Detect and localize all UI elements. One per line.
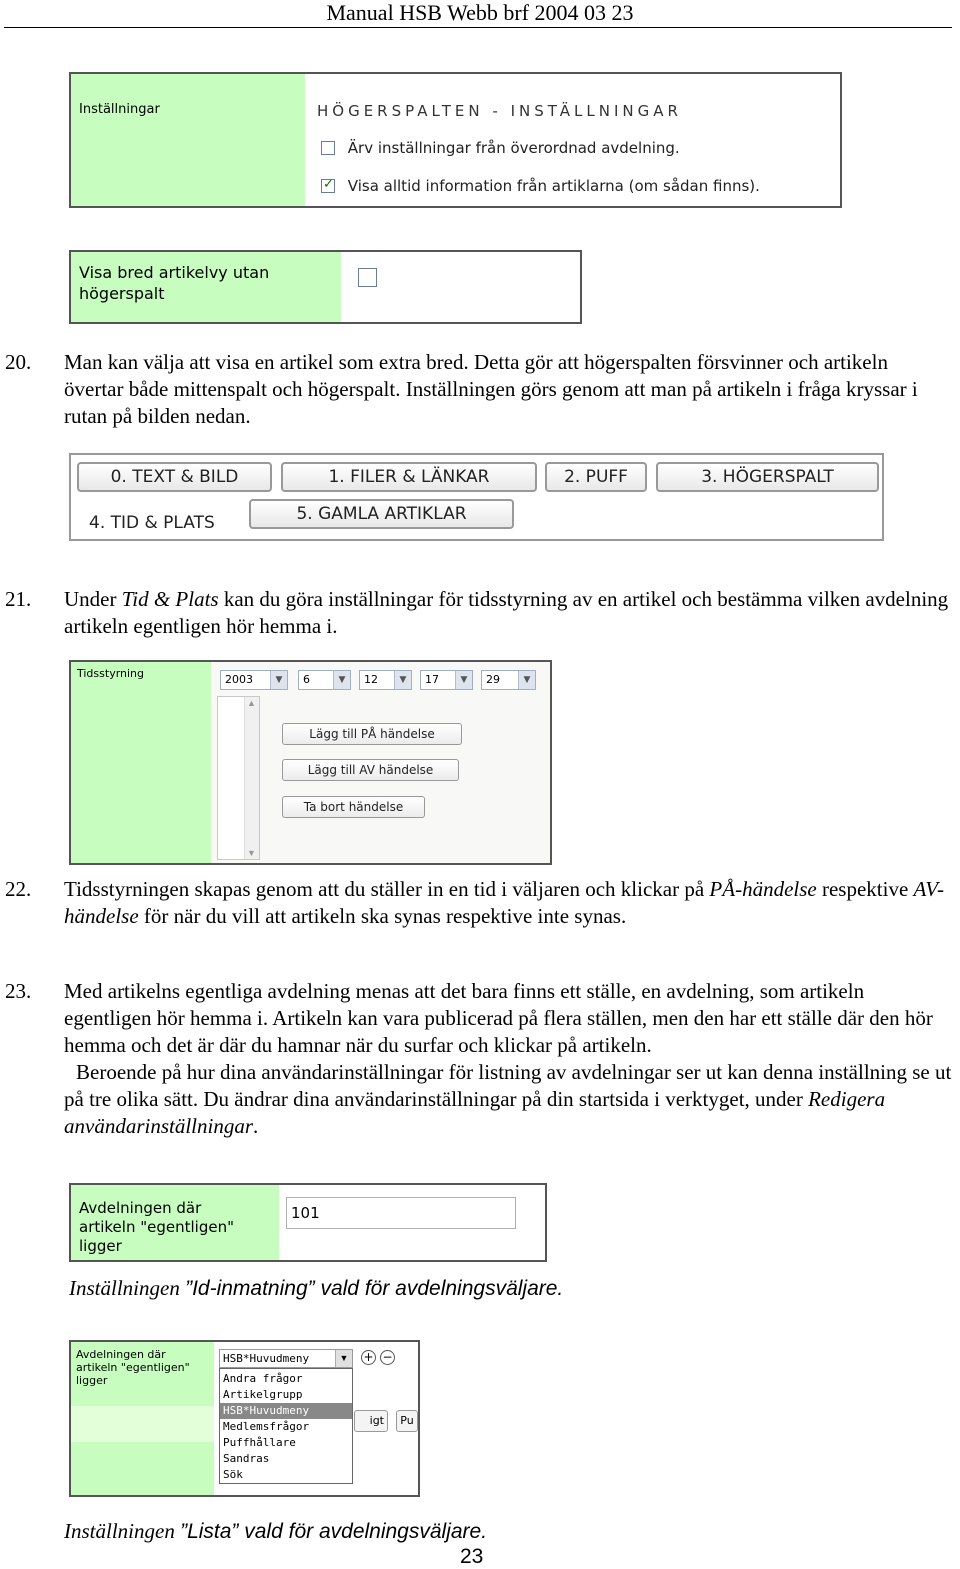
department-dropdown-list[interactable]	[219, 1368, 353, 1484]
checkbox-inherit[interactable]	[321, 141, 335, 155]
chevron-down-icon: ▼	[455, 671, 472, 689]
list-item[interactable]: Artikelgrupp	[223, 1388, 303, 1401]
paragraph-20	[0, 349, 960, 430]
time-content-area	[211, 662, 550, 863]
paragraph-21-em: Tid & Plats	[121, 587, 219, 611]
department-id-value: 101	[291, 1204, 320, 1222]
tab-puff[interactable]: 2. PUFF	[545, 462, 647, 492]
header-rule	[4, 27, 952, 28]
list-label-line2: artikeln "egentligen"	[76, 1361, 190, 1374]
id-label-line2: artikeln "egentligen"	[79, 1218, 234, 1236]
paragraph-23-text: Med artikelns egentliga avdelning menas att det bara finns ett ställe, en avdelning, som artikeln egentligen hör hemma i. Artikeln kan vara publicerad på flera ställen, men den har ett ställe där den hör hemma och det är där du hamnar när du surfar och klickar på artikeln.	[64, 979, 933, 1057]
remove-event-button[interactable]: Ta bort händelse	[282, 796, 425, 818]
listbox-scrollbar[interactable]	[244, 697, 259, 859]
paragraph-21-number: 21.	[5, 587, 32, 611]
department-select-value: HSB*Huvudmeny	[223, 1352, 310, 1365]
paragraph-20-text: Man kan välja att visa en artikel som extra bred. Detta gör att högerspalten försvinner och artikeln övertar både mittenspalt och högerspalt. Inställningen görs genom att man på artikeln i fråga kryssar i rutan på bilden nedan.	[64, 350, 918, 428]
paragraph-23-text2-pre: Beroende på hur dina användarinställningar för listning av avdelningar ser ut kan denna inställning se ut på tre olika sätt. Du ändrar dina användarinställningar på din startsida i verktyget, under	[64, 1060, 952, 1111]
minus-icon[interactable]: −	[380, 1350, 395, 1365]
checkbox-show-info[interactable]	[321, 179, 335, 193]
list-label-line1: Avdelningen där	[76, 1348, 166, 1361]
wide-article-panel	[69, 250, 582, 324]
id-label-column	[71, 1185, 279, 1260]
settings-panel-label-column	[71, 74, 305, 206]
list-item[interactable]: Andra frågor	[223, 1372, 303, 1385]
select-day-value: 12	[364, 673, 378, 686]
select-minute[interactable]	[481, 670, 536, 690]
page-header-title: Manual HSB Webb brf 2004 03 23	[326, 0, 634, 25]
behind-button-2-label: Pu	[400, 1414, 414, 1427]
chevron-down-icon[interactable]: ▼	[335, 1350, 352, 1367]
caption1-rest: ”Id-inmatning” vald för avdelningsväljare.	[185, 1277, 564, 1300]
paragraph-22-mid: respektive	[816, 877, 914, 901]
scroll-up-icon[interactable]: ▲	[247, 698, 256, 708]
select-minute-value: 29	[486, 673, 500, 686]
time-control-panel	[69, 660, 552, 865]
settings-panel	[69, 72, 842, 208]
list-label-column	[71, 1342, 214, 1495]
select-year-value: 2003	[225, 673, 253, 686]
wide-article-label-line2: högerspalt	[79, 284, 165, 303]
event-listbox[interactable]	[217, 696, 260, 860]
tabs-panel	[69, 453, 884, 541]
option-show-info[interactable]	[321, 176, 760, 195]
list-item[interactable]: Medlemsfrågor	[223, 1420, 310, 1433]
select-hour-value: 17	[425, 673, 439, 686]
chevron-down-icon: ▼	[518, 671, 535, 689]
paragraph-23-text2-post: .	[253, 1114, 259, 1138]
settings-label: Inställningar	[79, 102, 160, 117]
option-show-info-label: Visa alltid information från artiklarna (om sådan finns).	[347, 176, 760, 195]
id-label-line1: Avdelningen där	[79, 1199, 202, 1217]
paragraph-22-em1: PÅ-händelse	[709, 877, 817, 901]
behind-button-2[interactable]	[396, 1410, 418, 1432]
paragraph-22-number: 22.	[5, 877, 32, 901]
list-label-stripe	[71, 1406, 214, 1442]
behind-button-1[interactable]	[354, 1410, 388, 1432]
select-month[interactable]	[298, 670, 351, 690]
select-year[interactable]	[220, 670, 288, 690]
caption2-pre: Inställningen	[64, 1519, 181, 1543]
select-day[interactable]	[359, 670, 412, 690]
paragraph-21	[0, 586, 960, 640]
paragraph-22-post: för när du vill att artikeln ska synas respektive inte synas.	[138, 904, 627, 928]
page-number: 23	[460, 1545, 484, 1568]
caption2-rest: ”Lista” vald för avdelningsväljare.	[180, 1520, 488, 1543]
wide-article-label-column	[71, 252, 341, 322]
add-off-event-button[interactable]: Lägg till AV händelse	[282, 759, 459, 781]
paragraph-21-pre: Under	[64, 587, 122, 611]
chevron-down-icon: ▼	[333, 671, 350, 689]
paragraph-23-text2	[64, 1059, 952, 1140]
list-item-selected[interactable]: HSB*Huvudmeny	[220, 1403, 352, 1419]
tab-gamla-artiklar[interactable]: 5. GAMLA ARTIKLAR	[249, 499, 514, 529]
tab-hogerspalt[interactable]: 3. HÖGERSPALT	[656, 462, 879, 492]
wide-article-label-line1: Visa bred artikelvy utan	[79, 263, 270, 282]
paragraph-22-pre: Tidsstyrningen skapas genom att du ställer in en tid i väljaren och klickar på	[64, 877, 710, 901]
tab-tid-plats[interactable]: 4. TID & PLATS	[89, 513, 215, 533]
add-on-event-button[interactable]: Lägg till PÅ händelse	[282, 723, 462, 745]
department-id-input[interactable]	[286, 1197, 516, 1229]
checkbox-wide-article[interactable]	[358, 268, 377, 287]
behind-button-1-label: igt	[369, 1414, 384, 1427]
list-label-line3: ligger	[76, 1374, 108, 1387]
time-label-column	[71, 662, 211, 863]
option-inherit-label: Ärv inställningar från överordnad avdelning.	[347, 138, 680, 157]
id-label-line3: ligger	[79, 1237, 122, 1255]
paragraph-20-number: 20.	[5, 350, 32, 374]
paragraph-22-text	[64, 876, 952, 930]
tab-text-bild[interactable]: 0. TEXT & BILD	[77, 462, 272, 492]
tab-filer-lankar[interactable]: 1. FILER & LÄNKAR	[281, 462, 537, 492]
id-input-panel	[69, 1183, 547, 1262]
chevron-down-icon: ▼	[394, 671, 411, 689]
department-select[interactable]	[219, 1349, 353, 1368]
caption1-pre: Inställningen	[69, 1276, 186, 1300]
paragraph-22-em2: AV-händelse	[64, 877, 944, 928]
paragraph-23	[0, 978, 960, 1143]
list-panel	[69, 1340, 420, 1497]
paragraph-21-text	[64, 586, 952, 640]
chevron-down-icon: ▼	[270, 671, 287, 689]
plus-icon[interactable]: +	[361, 1350, 376, 1365]
option-inherit[interactable]	[321, 138, 680, 157]
caption-lista	[64, 1518, 487, 1545]
paragraph-23-text2-em: Redigera användarinställningar	[64, 1087, 886, 1138]
list-item[interactable]: Puffhållare	[223, 1436, 296, 1449]
settings-heading: HÖGERSPALTEN - INSTÄLLNINGAR	[317, 102, 682, 120]
paragraph-21-post: kan du göra inställningar för tidsstyrning av en artikel och bestämma vilken avdelning artikeln egentligen hör hemma i.	[64, 587, 949, 638]
scroll-down-icon[interactable]: ▼	[247, 848, 256, 858]
select-hour[interactable]	[420, 670, 473, 690]
caption-id-inmatning	[69, 1275, 563, 1302]
select-month-value: 6	[303, 673, 310, 686]
list-item[interactable]: Sandras	[223, 1452, 270, 1465]
paragraph-22	[0, 876, 960, 930]
list-item[interactable]: Sök	[223, 1468, 243, 1481]
time-label: Tidsstyrning	[77, 667, 145, 680]
paragraph-23-number: 23.	[5, 979, 32, 1003]
